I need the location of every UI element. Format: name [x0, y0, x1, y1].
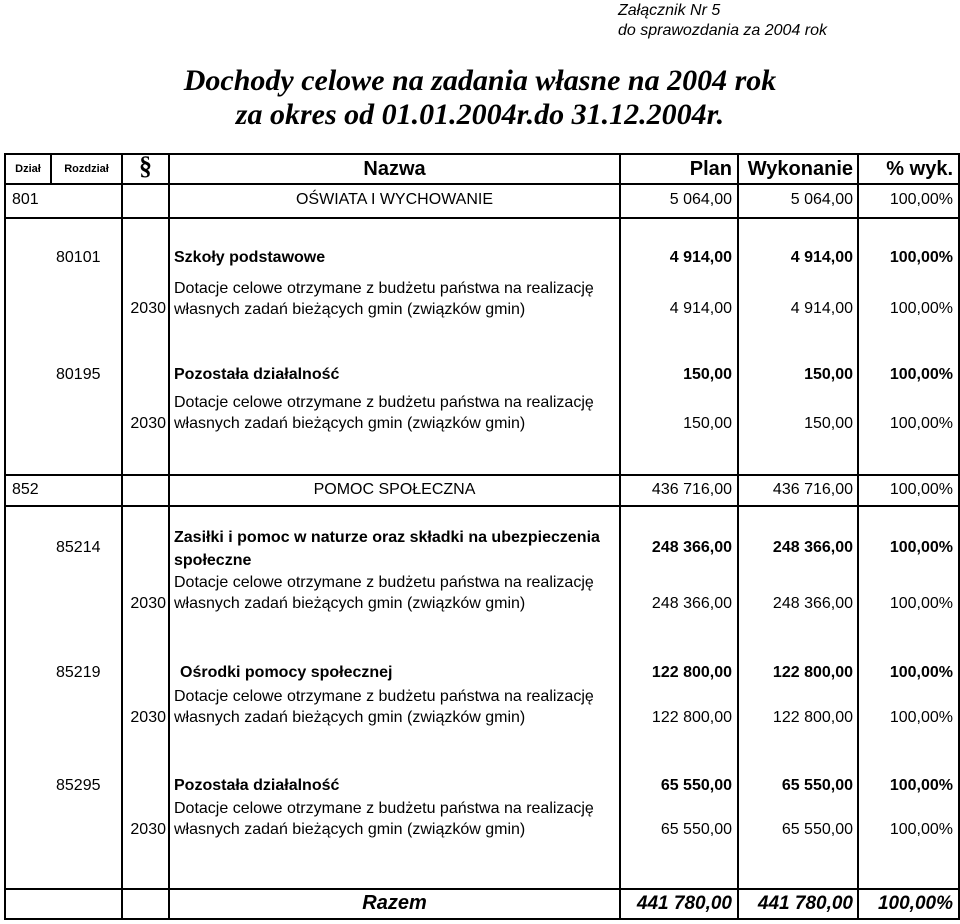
header-wykonanie: Wykonanie [747, 158, 853, 180]
chapter-85219-plan: 122 800,00 [651, 664, 732, 681]
total-plan: 441 780,00 [636, 893, 732, 914]
section-801-dzial: 801 [12, 191, 39, 208]
chapter-85295-pct: 100,00% [889, 777, 953, 794]
section-852-pct: 100,00% [889, 481, 953, 498]
item-85295-nazwa: Dotacje celowe otrzymane z budżetu państwa na realizację własnych zadań bieżących gmin (związków gmin) [174, 800, 594, 838]
chapter-85295-nazwa: Pozostała działalność [174, 777, 340, 794]
chapter-80101-plan: 4 914,00 [669, 249, 732, 266]
section-801-plan: 5 064,00 [669, 191, 732, 208]
total-label: Razem [362, 892, 427, 914]
chapter-80195-wykonanie: 150,00 [804, 366, 853, 383]
item-80101-par: 2030 [130, 300, 166, 317]
header-dzial: Dział [15, 163, 41, 175]
section-852-nazwa: POMOC SPOŁECZNA [313, 481, 476, 498]
document-title-line-2: za okres od 01.01.2004r.do 31.12.2004r. [235, 98, 725, 131]
item-85295-pct: 100,00% [889, 821, 953, 838]
paragraph-icon: § [139, 151, 152, 180]
item-80195-par: 2030 [130, 415, 166, 432]
chapter-85219-wykonanie: 122 800,00 [772, 664, 853, 681]
chapter-80101-pct: 100,00% [889, 249, 953, 266]
item-85214-pct: 100,00% [889, 595, 953, 612]
chapter-80195-plan: 150,00 [683, 366, 732, 383]
item-80195-nazwa: Dotacje celowe otrzymane z budżetu państwa na realizację własnych zadań bieżących gmin (związków gmin) [174, 394, 594, 432]
item-85214-wykonanie: 248 366,00 [772, 595, 853, 612]
chapter-80195-pct: 100,00% [889, 366, 953, 383]
item-80195-wykonanie: 150,00 [804, 415, 853, 432]
chapter-80195-rozdzial: 80195 [56, 366, 101, 383]
total-pct: 100,00% [877, 893, 953, 914]
header-plan: Plan [689, 158, 732, 180]
chapter-80101-nazwa: Szkoły podstawowe [174, 249, 326, 266]
chapter-85219-pct: 100,00% [889, 664, 953, 681]
section-852-plan: 436 716,00 [651, 481, 732, 498]
item-85214-plan: 248 366,00 [651, 595, 732, 612]
item-80195-plan: 150,00 [683, 415, 732, 432]
chapter-85295-wykonanie: 65 550,00 [781, 777, 853, 794]
chapter-85295-rozdzial: 85295 [56, 777, 101, 794]
item-85214-par: 2030 [130, 595, 166, 612]
chapter-85214-plan: 248 366,00 [651, 539, 732, 556]
item-85219-pct: 100,00% [889, 709, 953, 726]
item-80101-wykonanie: 4 914,00 [790, 300, 853, 317]
item-80101-nazwa: Dotacje celowe otrzymane z budżetu państwa na realizację własnych zadań bieżących gmin (związków gmin) [174, 280, 594, 318]
chapter-85295-plan: 65 550,00 [660, 777, 732, 794]
item-80101-plan: 4 914,00 [669, 300, 732, 317]
header-pct: % wyk. [886, 158, 953, 180]
chapter-85214-wykonanie: 248 366,00 [772, 539, 853, 556]
section-801-nazwa: OŚWIATA I WYCHOWANIE [295, 191, 494, 208]
section-801-pct: 100,00% [889, 191, 953, 208]
section-852-wykonanie: 436 716,00 [772, 481, 853, 498]
document-title-line-1: Dochody celowe na zadania własne na 2004 rok [183, 64, 777, 97]
item-85219-nazwa: Dotacje celowe otrzymane z budżetu państwa na realizację własnych zadań bieżących gmin (związków gmin) [174, 688, 594, 726]
header-rozdzial: Rozdział [64, 163, 109, 175]
chapter-85214-nazwa: Zasiłki i pomoc w naturze oraz składki na ubezpieczenia społeczne [174, 529, 600, 569]
chapter-85219-nazwa: Ośrodki pomocy społecznej [180, 664, 393, 681]
item-85295-plan: 65 550,00 [660, 821, 732, 838]
section-852-dzial: 852 [12, 481, 39, 498]
chapter-85214-pct: 100,00% [889, 539, 953, 556]
item-85214-nazwa: Dotacje celowe otrzymane z budżetu państwa na realizację własnych zadań bieżących gmin (związków gmin) [174, 574, 594, 612]
chapter-80195-nazwa: Pozostała działalność [174, 366, 340, 383]
annex-line-2: do sprawozdania za 2004 rok [618, 22, 828, 39]
total-wykonanie: 441 780,00 [757, 893, 853, 914]
chapter-85214-rozdzial: 85214 [56, 539, 101, 556]
section-801-wykonanie: 5 064,00 [790, 191, 853, 208]
chapter-80101-wykonanie: 4 914,00 [790, 249, 853, 266]
item-85219-wykonanie: 122 800,00 [772, 709, 853, 726]
item-85295-par: 2030 [130, 821, 166, 838]
item-80195-pct: 100,00% [889, 415, 953, 432]
chapter-80101-rozdzial: 80101 [56, 249, 101, 266]
item-80101-pct: 100,00% [889, 300, 953, 317]
annex-line-1: Załącznik Nr 5 [618, 2, 721, 19]
chapter-85219-rozdzial: 85219 [56, 664, 101, 681]
item-85219-plan: 122 800,00 [651, 709, 732, 726]
item-85295-wykonanie: 65 550,00 [781, 821, 853, 838]
item-85219-par: 2030 [130, 709, 166, 726]
header-nazwa: Nazwa [363, 158, 426, 180]
